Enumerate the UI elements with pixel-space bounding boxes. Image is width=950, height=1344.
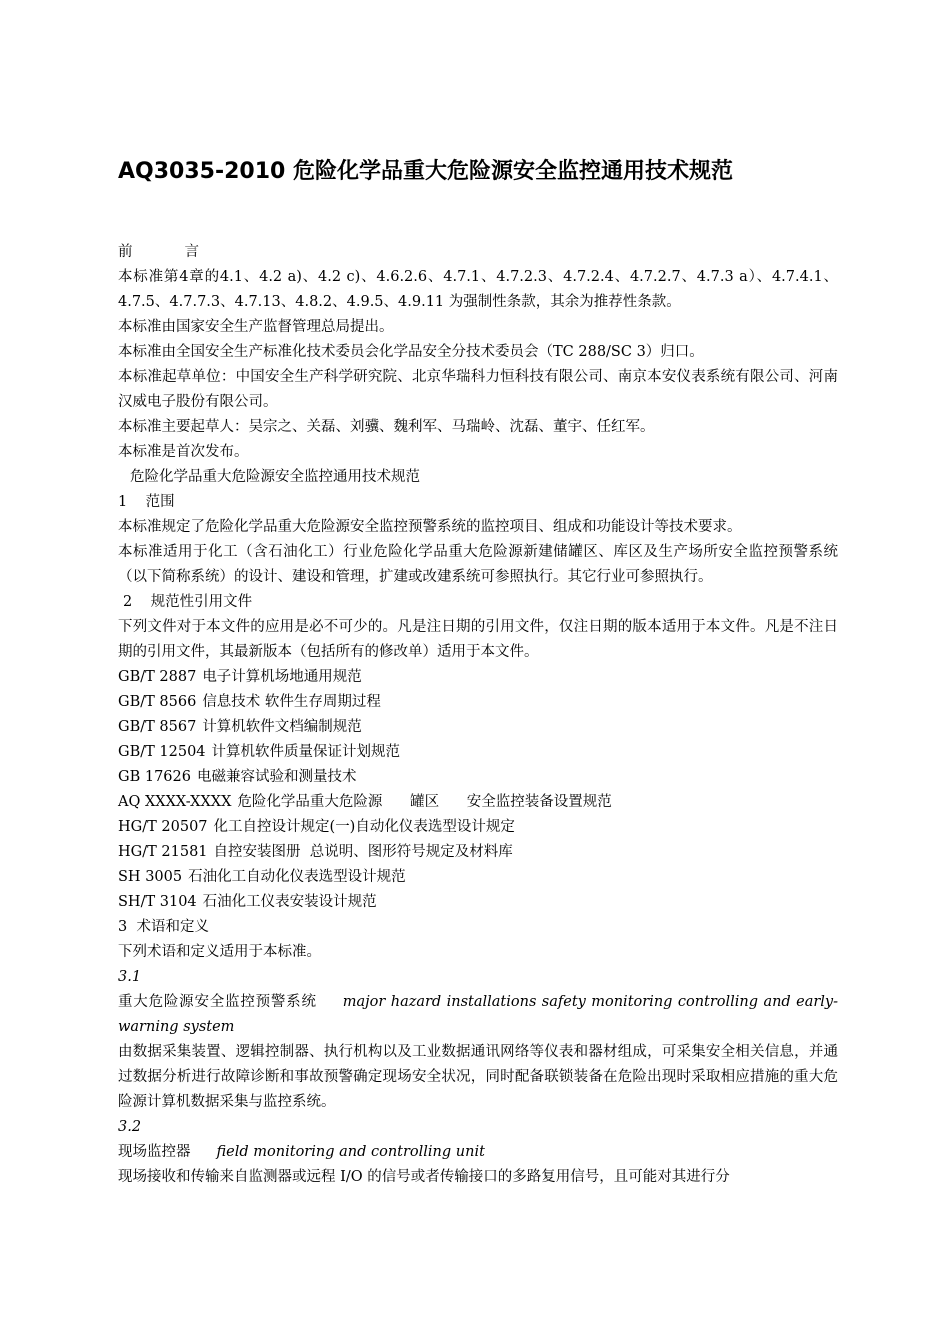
reference-code: AQ XXXX-XXXX xyxy=(118,794,232,810)
reference-title: 计算机软件文档编制规范 xyxy=(202,719,362,735)
reference-code: HG/T 21581 xyxy=(118,844,208,860)
reference-title: 电磁兼容试验和测量技术 xyxy=(196,769,357,785)
reference-title: 自控安装图册 总说明、图形符号规定及材料库 xyxy=(213,844,513,860)
standard-subtitle: 危险化学品重大危险源安全监控通用技术规范 xyxy=(130,469,420,485)
document-title: AQ3035-2010 危险化学品重大危险源安全监控通用技术规范 xyxy=(118,159,733,184)
term-name-zh: 现场监控器 xyxy=(118,1144,191,1160)
reference-item xyxy=(118,840,838,865)
reference-code: GB/T 8567 xyxy=(118,719,197,735)
term-number: 3.2 xyxy=(118,1119,142,1135)
reference-item xyxy=(118,740,838,765)
term-name-en: major hazard installations safety monitoring controlling and early-warning system xyxy=(118,994,839,1035)
preface-paragraph: 本标准起草单位：中国安全生产科学研究院、北京华瑞科力恒科技有限公司、南京本安仪表系统有限公司、河南汉威电子股份有限公司。 xyxy=(118,369,838,410)
reference-code: SH 3005 xyxy=(118,869,183,885)
section-2-heading: 2 规范性引用文件 xyxy=(123,594,253,610)
section-1-paragraph: 本标准规定了危险化学品重大危险源安全监控预警系统的监控项目、组成和功能设计等技术要求。 xyxy=(118,519,742,535)
term-name-zh: 重大危险源安全监控预警系统 xyxy=(118,994,317,1010)
section-1-heading: 1 范围 xyxy=(118,494,175,510)
reference-item xyxy=(118,890,838,915)
preface-paragraph: 本标准主要起草人：吴宗之、关磊、刘骥、魏利军、马瑞岭、沈磊、董宇、任红军。 xyxy=(118,419,655,435)
term-heading xyxy=(118,990,838,1040)
term-definition: 由数据采集装置、逻辑控制器、执行机构以及工业数据通讯网络等仪表和器材组成，可采集安全相关信息，并通过数据分析进行故障诊断和事故预警确定现场安全状况，同时配备联锁装备在危险出现时采取相应措施的重大危险源计算机数据采集与监控系统。 xyxy=(118,1044,838,1110)
section-2-intro: 下列文件对于本文件的应用是必不可少的。凡是注日期的引用文件，仅注日期的版本适用于本文件。凡是不注日期的引用文件，其最新版本（包括所有的修改单）适用于本文件。 xyxy=(118,619,838,660)
reference-item xyxy=(118,665,838,690)
reference-item xyxy=(118,690,838,715)
preface-paragraph: 本标准由国家安全生产监督管理总局提出。 xyxy=(118,319,394,335)
section-3-heading: 3 术语和定义 xyxy=(118,919,209,935)
preface-heading xyxy=(118,240,838,265)
reference-title: 化工自控设计规定(一)自动化仪表选型设计规定 xyxy=(213,819,515,835)
preface-paragraph: 本标准第4章的4.1、4.2 a)、4.2 c)、4.6.2.6、4.7.1、4.7.2.3、4.7.2.4、4.7.2.7、4.7.3 a）、4.7.4.1、4.7.5、4.7.7.3、4.7.13、4.8.2、4.9.5、4.9.11 为强制性条款，其余为推荐性条款。 xyxy=(118,269,838,310)
term-heading xyxy=(118,1140,838,1165)
reference-title: 石油化工仪表安装设计规范 xyxy=(202,894,377,910)
term-definition: 现场接收和传输来自监测器或远程 I/O 的信号或者传输接口的多路复用信号，且可能对其进行分 xyxy=(118,1169,730,1185)
preface-paragraph: 本标准是首次发布。 xyxy=(118,444,249,460)
preface-heading-char-2: 言 xyxy=(184,244,199,260)
reference-code: GB/T 8566 xyxy=(118,694,197,710)
reference-item xyxy=(118,815,838,840)
reference-title: 石油化工自动化仪表选型设计规范 xyxy=(188,869,406,885)
reference-code: GB/T 12504 xyxy=(118,744,206,760)
reference-code: GB 17626 xyxy=(118,769,191,785)
preface-heading-char-1: 前 xyxy=(118,244,133,260)
preface-paragraph: 本标准由全国安全生产标准化技术委员会化学品安全分技术委员会（TC 288/SC 3）归口。 xyxy=(118,344,704,360)
reference-title: 电子计算机场地通用规范 xyxy=(202,669,362,685)
reference-title: 危险化学品重大危险源 罐区 安全监控装备设置规范 xyxy=(237,794,612,810)
document-body xyxy=(118,240,838,1190)
section-3-intro: 下列术语和定义适用于本标准。 xyxy=(118,944,321,960)
reference-title: 信息技术 软件生存周期过程 xyxy=(202,694,381,710)
reference-code: SH/T 3104 xyxy=(118,894,197,910)
term-number: 3.1 xyxy=(118,969,142,985)
reference-item xyxy=(118,865,838,890)
term-name-en: field monitoring and controlling unit xyxy=(216,1144,485,1160)
reference-item xyxy=(118,715,838,740)
reference-title: 计算机软件质量保证计划规范 xyxy=(211,744,401,760)
reference-item xyxy=(118,790,838,815)
reference-code: GB/T 2887 xyxy=(118,669,197,685)
reference-code: HG/T 20507 xyxy=(118,819,208,835)
reference-item xyxy=(118,765,838,790)
section-1-paragraph: 本标准适用于化工（含石油化工）行业危险化学品重大危险源新建储罐区、库区及生产场所安全监控预警系统（以下简称系统）的设计、建设和管理，扩建或改建系统可参照执行。其它行业可参照执行。 xyxy=(118,544,838,585)
